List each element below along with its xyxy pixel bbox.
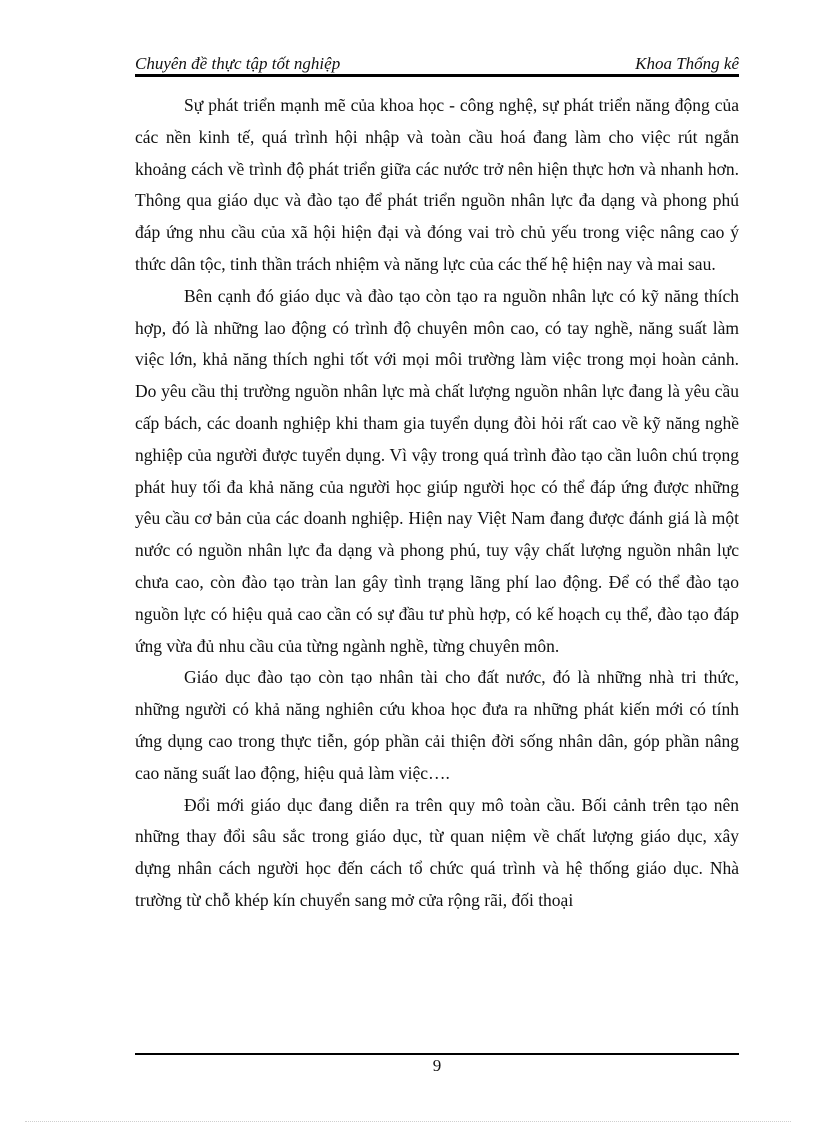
- header-left-title: Chuyên đề thực tập tốt nghiệp: [135, 54, 341, 73]
- page-number: 9: [432, 1056, 442, 1075]
- paragraph-2: Bên cạnh đó giáo dục và đào tạo còn tạo ra nguồn nhân lực có kỹ năng thích hợp, đó là những lao động có trình độ chuyên môn cao, có tay nghề, năng suất làm việc lớn, khả năng thích nghi tốt với mọi môi trường làm việc trong mọi hoàn cảnh. Do yêu cầu thị trường nguồn nhân lực mà chất lượng nguồn nhân lực đang là yêu cầu cấp bách, các doanh nghiệp khi tham gia tuyển dụng đòi hỏi rất cao về kỹ năng nghề nghiệp của người được tuyển dụng. Vì vậy trong quá trình đào tạo cần luôn chú trọng phát huy tối đa khả năng của người học giúp người học có thể đáp ứng được những yêu cầu cơ bản của các doanh nghiệp. Hiện nay Việt Nam đang được đánh giá là một nước có nguồn nhân lực đa dạng và phong phú, tuy vậy chất lượng nguồn nhân lực chưa cao, còn đào tạo tràn lan gây tình trạng lãng phí lao động. Để có thể đào tạo nguồn lực có hiệu quả cao cần có sự đầu tư phù hợp, có kế hoạch cụ thể, đào tạo đáp ứng vừa đủ nhu cầu của từng ngành nghề, từng chuyên môn.: [135, 285, 739, 656]
- body-text: [135, 90, 739, 917]
- page-header: [135, 48, 739, 74]
- page-edge-divider: [25, 1121, 791, 1122]
- paragraph-4: Đổi mới giáo dục đang diễn ra trên quy mô toàn cầu. Bối cảnh trên tạo nên những thay đổi sâu sắc trong giáo dục, từ quan niệm về chất lượng giáo dục, xây dựng nhân cách người học đến cách tổ chức quá trình và hệ thống giáo dục. Nhà trường từ chỗ khép kín chuyển sang mở cửa rộng rãi, đối thoại: [135, 794, 739, 910]
- header-right-title: Khoa Thống kê: [635, 54, 739, 73]
- footer-rule: [135, 1053, 739, 1055]
- paragraph-3: Giáo dục đào tạo còn tạo nhân tài cho đất nước, đó là những nhà tri thức, những người có khả năng nghiên cứu khoa học đưa ra những phát kiến mới có tính ứng dụng cao trong thực tiễn, góp phần cải thiện đời sống nhân dân, góp phần nâng cao năng suất lao động, hiệu quả làm việc….: [135, 667, 739, 783]
- header-rule: [135, 74, 739, 77]
- paragraph-1: Sự phát triển mạnh mẽ của khoa học - công nghệ, sự phát triển năng động của các nền kinh tế, quá trình hội nhập và toàn cầu hoá đang làm cho việc rút ngắn khoảng cách về trình độ phát triển giữa các nước trở nên hiện thực hơn và nhanh hơn. Thông qua giáo dục và đào tạo để phát triển nguồn nhân lực đa dạng và phong phú đáp ứng nhu cầu của xã hội hiện đại và đóng vai trò chủ yếu trong việc nâng cao ý thức dân tộc, tinh thần trách nhiệm và năng lực của các thế hệ hiện nay và mai sau.: [135, 95, 739, 274]
